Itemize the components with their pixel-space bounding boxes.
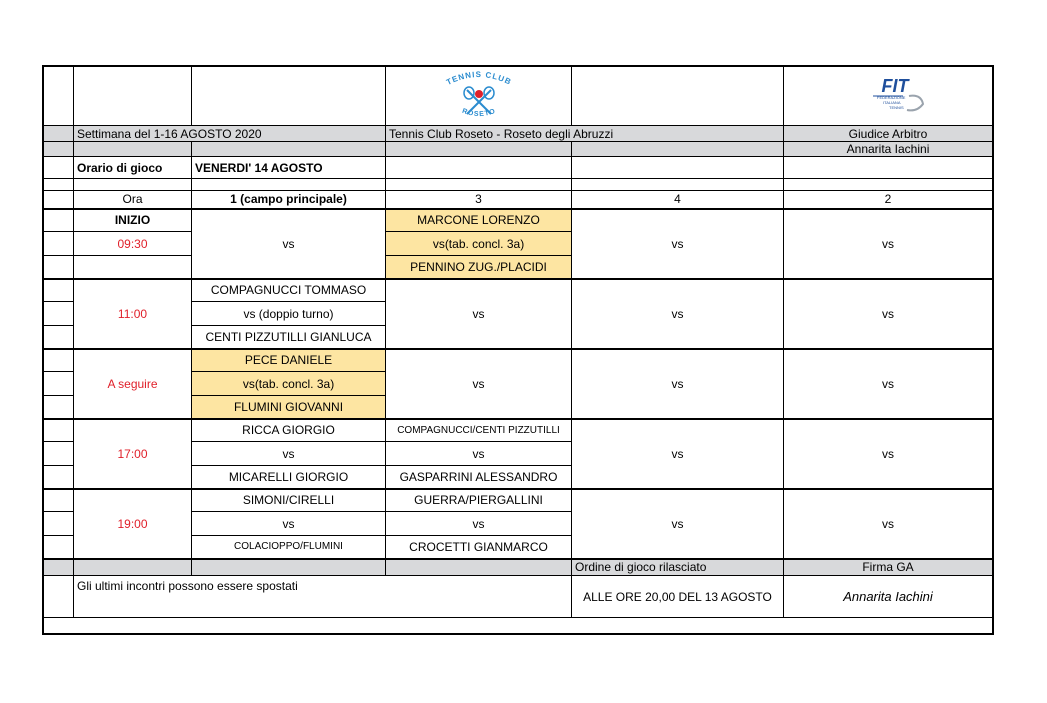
player-bottom: MICARELLI GIORGIO: [192, 466, 386, 489]
schedule-table: [42, 65, 993, 618]
player-top: RICCA GIORGIO: [192, 419, 386, 442]
col-header-court-3: 3: [386, 191, 572, 209]
footer-label-row: [43, 559, 993, 576]
club-logo-bottom-text: ROSETO: [460, 107, 497, 118]
footer-note: Gli ultimi incontri possono essere spostati: [74, 576, 572, 618]
col-header-time: Ora: [74, 191, 192, 209]
week-label: Settimana del 1-16 AGOSTO 2020: [74, 126, 386, 142]
fit-logo-subtitle-2: ITALIANA: [883, 99, 901, 105]
fit-logo-subtitle-3: TENNIS: [889, 104, 904, 110]
slot-row-1: [43, 209, 993, 232]
fit-logo-subtitle-1: FEDERAZIONE: [877, 94, 906, 100]
versus-text: vs: [671, 376, 684, 391]
versus-text: vs: [386, 512, 572, 536]
slot-row-3: [43, 349, 993, 372]
signature-label: Firma GA: [784, 559, 993, 576]
tennis-club-roseto-logo: [429, 68, 529, 124]
player-top: COMPAGNUCCI TOMMASO: [192, 279, 386, 302]
schedule-label: Orario di gioco: [74, 157, 192, 179]
referee-label: Giudice Arbitro: [784, 126, 993, 142]
tennis-club-logo-cell: [386, 66, 572, 126]
svg-text:TENNIS CLUB: [444, 69, 512, 86]
versus-text: vs(tab. concl. 3a): [386, 232, 572, 256]
versus-text: vs (doppio turno): [192, 302, 386, 326]
match-cell: [784, 279, 993, 349]
col-header-court-4: 4: [572, 191, 784, 209]
match-cell: [572, 279, 784, 349]
club-logo-top-text: TENNIS CLUB: [444, 69, 513, 87]
header-info-row: [43, 126, 993, 142]
versus-text: vs: [671, 446, 684, 461]
match-cell: [784, 209, 993, 279]
player-bottom: PENNINO ZUG./PLACIDI: [386, 256, 572, 279]
column-header-row: [43, 191, 993, 209]
versus-text: vs(tab. concl. 3a): [192, 372, 386, 396]
versus-text: vs: [882, 516, 894, 531]
match-cell: [386, 279, 572, 349]
player-top: MARCONE LORENZO: [386, 209, 572, 232]
match-cell: [572, 489, 784, 559]
player-top: GUERRA/PIERGALLINI: [386, 489, 572, 512]
fit-logo-cell: [784, 66, 993, 126]
match-cell: [192, 209, 386, 279]
referee-name: Annarita Iachini: [784, 142, 993, 157]
versus-text: vs: [882, 376, 894, 391]
slot-time: A seguire: [74, 349, 192, 419]
released-label: Ordine di gioco rilasciato: [572, 559, 784, 576]
match-cell: [784, 349, 993, 419]
match-cell: [572, 419, 784, 489]
match-cell: [572, 209, 784, 279]
player-top: SIMONI/CIRELLI: [192, 489, 386, 512]
player-top: COMPAGNUCCI/CENTI PIZZUTILLI: [386, 419, 572, 442]
signature-name: Annarita Iachini: [784, 576, 993, 618]
released-time: ALLE ORE 20,00 DEL 13 AGOSTO: [572, 576, 784, 618]
schedule-sheet: [42, 65, 992, 633]
match-cell: [784, 489, 993, 559]
player-bottom: COLACIOPPO/FLUMINI: [192, 536, 386, 559]
player-bottom: CENTI PIZZUTILLI GIANLUCA: [192, 326, 386, 349]
versus-text: vs: [192, 512, 386, 536]
match-cell: [386, 349, 572, 419]
slot-time: 17:00: [74, 419, 192, 489]
slot-time: 19:00: [74, 489, 192, 559]
versus-text: vs: [472, 376, 485, 391]
player-bottom: CROCETTI GIANMARCO: [386, 536, 572, 559]
match-cell: [784, 419, 993, 489]
slot-row-4: [43, 419, 993, 442]
versus-text: vs: [472, 306, 485, 321]
versus-text: vs: [882, 236, 894, 251]
player-top: PECE DANIELE: [192, 349, 386, 372]
versus-text: vs: [386, 442, 572, 466]
versus-text: vs: [671, 236, 684, 251]
col-header-court-2: 2: [784, 191, 993, 209]
player-bottom: GASPARRINI ALESSANDRO: [386, 466, 572, 489]
versus-text: vs: [282, 236, 295, 251]
day-label: VENERDI' 14 AGOSTO: [192, 157, 386, 179]
col-header-court-1: 1 (campo principale): [192, 191, 386, 209]
svg-text:ROSETO: [461, 107, 497, 117]
slot-time: 11:00: [74, 279, 192, 349]
slot-label: INIZIO: [74, 209, 192, 232]
day-row: [43, 157, 993, 179]
slot-row-2: [43, 279, 993, 302]
fit-logo-letters: FIT: [881, 75, 909, 96]
slot-time: 09:30: [74, 232, 192, 256]
slot-row-5: [43, 489, 993, 512]
match-cell: [572, 349, 784, 419]
referee-name-row: [43, 142, 993, 157]
versus-text: vs: [882, 306, 894, 321]
footer-value-row: [43, 576, 993, 618]
venue-label: Tennis Club Roseto - Roseto degli Abruzzi: [386, 126, 784, 142]
player-bottom: FLUMINI GIOVANNI: [192, 396, 386, 419]
logo-row: [43, 66, 993, 126]
fit-federation-logo: [843, 74, 933, 118]
versus-text: vs: [882, 446, 894, 461]
versus-text: vs: [192, 442, 386, 466]
versus-text: vs: [671, 516, 684, 531]
versus-text: vs: [671, 306, 684, 321]
